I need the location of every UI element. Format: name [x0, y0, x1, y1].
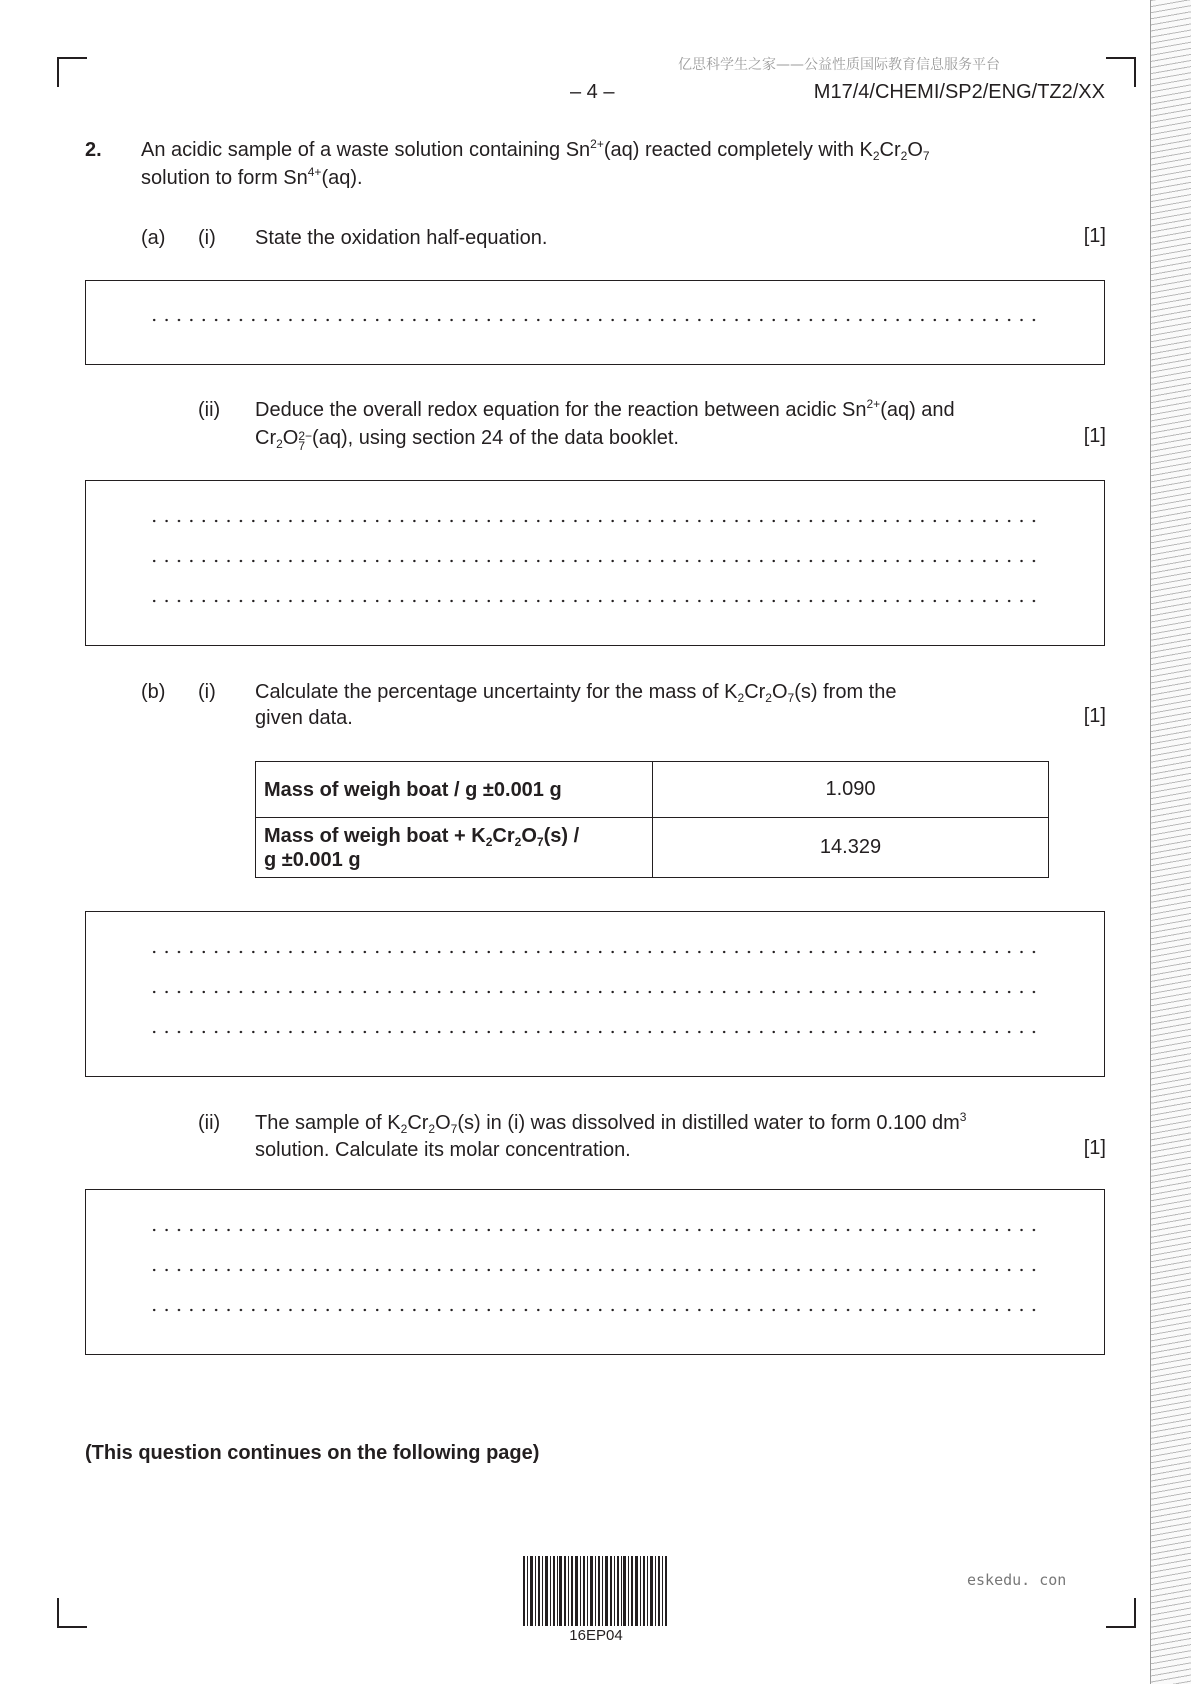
table-cell-value: 1.090 [653, 762, 1049, 818]
answer-line [148, 1228, 1036, 1232]
question-intro-line-2: solution to form $Sn^{4+}(aq)$. [141, 165, 363, 189]
header-watermark: 亿思科学生之家——公益性质国际教育信息服务平台 [678, 57, 1000, 73]
answer-line [148, 1308, 1036, 1312]
table-cell-label: Mass of weigh boat + $K_2Cr_2O_7(s)$ / g ±0.001 g [256, 818, 653, 878]
answer-line [148, 990, 1036, 994]
part-a-ii-text-line-1: Deduce the overall redox equation for the reaction between acidic $Sn^{2+}(aq)$ and [255, 397, 955, 421]
part-a-label: (a) [141, 227, 166, 249]
answer-box-a-i[interactable] [85, 280, 1105, 365]
answer-line [148, 1268, 1036, 1272]
part-b-i-label: (i) [198, 681, 216, 703]
paper-code: M17/4/CHEMI/SP2/ENG/TZ2/XX [813, 81, 1105, 103]
question-number: 2. [85, 139, 102, 161]
part-b-ii-text-line-1: The sample of $K_2Cr_2O_7(s)$ in (i) was dissolved in distilled water to form 0.100 $dm^3$ [255, 1110, 967, 1136]
scan-edge-strip [1150, 0, 1191, 1684]
answer-line [148, 318, 1036, 322]
part-a-i-label: (i) [198, 227, 216, 249]
part-b-i-text-line-1: Calculate the percentage uncertainty for the mass of $K_2Cr_2O_7(s)$ from the [255, 681, 897, 705]
crop-mark-top-left [57, 57, 87, 87]
part-b-i-marks: [1] [1083, 705, 1106, 727]
page-number: – 4 – [570, 81, 615, 103]
mass-data-table [255, 761, 1049, 878]
table-row [256, 762, 1049, 818]
part-b-ii-marks: [1] [1083, 1137, 1106, 1159]
answer-line [148, 559, 1036, 563]
part-b-ii-text-line-2: solution. Calculate its molar concentration. [255, 1139, 631, 1161]
continues-note: (This question continues on the following page) [85, 1442, 540, 1464]
crop-mark-bottom-left [57, 1598, 87, 1628]
barcode-text: 16EP04 [569, 1627, 623, 1644]
answer-box-a-ii[interactable] [85, 480, 1105, 646]
table-cell-value: 14.329 [653, 818, 1049, 878]
table-row [256, 818, 1049, 878]
part-b-ii-label: (ii) [198, 1112, 221, 1134]
part-b-i-text-line-2: given data. [255, 707, 353, 729]
answer-line [148, 1030, 1036, 1034]
part-b-label: (b) [141, 681, 166, 703]
answer-box-b-ii[interactable] [85, 1189, 1105, 1355]
answer-line [148, 950, 1036, 954]
part-a-i-text: State the oxidation half-equation. [255, 227, 548, 249]
part-a-ii-label: (ii) [198, 399, 221, 421]
site-watermark: eskedu. con [967, 1571, 1067, 1589]
crop-mark-top-right [1106, 57, 1136, 87]
crop-mark-bottom-right [1106, 1598, 1136, 1628]
part-a-ii-text-line-2: $Cr_2O2-$ 7 (aq), using section 24 of the data booklet. [255, 427, 679, 453]
part-a-ii-marks: [1] [1083, 425, 1106, 447]
part-a-i-marks: [1] [1083, 225, 1106, 247]
answer-line [148, 519, 1036, 523]
answer-line [148, 599, 1036, 603]
answer-box-b-i[interactable] [85, 911, 1105, 1077]
question-intro-line-1: An acidic sample of a waste solution containing $Sn^{2+}(aq)$ reacted completely with $K_2Cr_2O_7$ [141, 137, 930, 163]
table-cell-label: Mass of weigh boat / g ±0.001 g [256, 762, 653, 818]
barcode-icon [523, 1556, 669, 1626]
